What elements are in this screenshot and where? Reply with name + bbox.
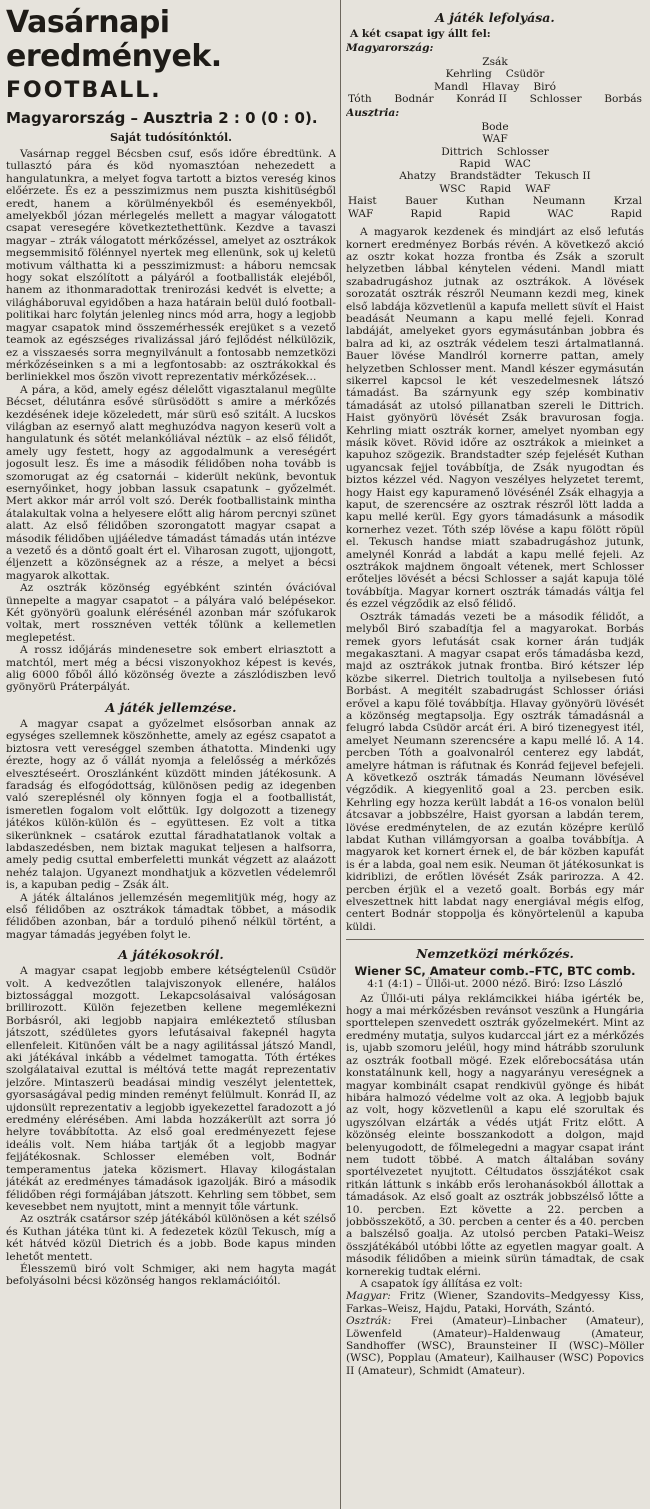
lineup-row — [346, 93, 644, 105]
lineup-entry: Rapid — [610, 207, 642, 220]
lineup-entry: Mandl — [433, 80, 469, 93]
lineup-entry: Krzal — [613, 195, 642, 208]
paragraph: A pára, a köd, amely egész délelőtt vigasztalanul megülte Bécset, délutánra esővé sürüsödött s amire a mérkőzés kezdésének ideje közeledett, már sürü eső szitált. A lucskos világban az esernyő alatt meghuzódva nagyon keserü volt a hangulatunk és sötét melankóliával néztük – az első félidőt, amely ugy festett, hogy az aggodalmunk a vereségért jogosult lesz. És ime a második félidőben noha tovább is szomorugat az ég csatornái – kiderült nekünk, bevontuk esernyőinket, hogy jobban lassuk csapatunk – győzelmét. Mert akkor már arról volt szó. Derék footballistaink mintha átalakultak volna a helyesere előtt alig három percnyi szünet alatt. Az első félidőben szorongatott magyar csapat a második félidőben ujjáéledve támadást támadás után intézve a vezető és a döntő goalt ért el. Viharosan zugott, ujjongott, éljenzett a közönségnek az a része, a melyet a bécsi magyarok alkottak. — [6, 383, 336, 582]
lineup-entry: Bodnár — [394, 93, 434, 106]
left-column — [6, 4, 336, 1504]
team-austria — [346, 1315, 644, 1377]
players-article — [6, 965, 336, 1288]
team-austria-text: Frei (Amateur)–Linbacher (Amateur), Löwenfeld (Amateur)–Haldenwaug (Amateur, Sandhoffer (WSC), Braunsteiner II (WSC)–Möller (WSC), Popplau (Amateur), Kailhauser (WSC) Popovics II (Amateur), Schmidt (Amateur). — [346, 1315, 644, 1377]
lineup-row — [346, 146, 644, 158]
lineup-entry: Konrád II — [456, 93, 507, 106]
lineup-entry: Neumann — [532, 195, 586, 208]
intl-article — [346, 993, 644, 1378]
paragraph: Osztrák támadás vezeti be a második félidőt, a melyből Biró szabadítja fel a magyarokat. Borbás remek gyors lefutását csak korner árán tudják megakasztani. A magyar csapat erős támadásba kezd, majd az osztrákok jutnak frontba. Biró kétszer lép közbe sikerrel. Dietrich toultolja a nyilsebesen futó Borbást. A megitélt szabadrugást Schlosser óriási erővel a kapu fölé továbbítja. Hlavay gyönyörü lövését a közönség megtapsolja. Egy osztrák támadásnál a felugró labda Csüdör arcát éri. A biró tizenegyest itél, amelyet Neumann szerencsére a kapu mellé lő. A 14. percben Tóth a goalvonalról centerez egy labdát, amelyre hátman is ráfutnak és Konrád fejjevel befejeli. A következő osztrák támadás Neumann lövésével végződik. A kiegyenlitő goal a 23. percben esik. Kehrling egy hozza került labdát a 16-os vonalon belül átcsavar a jobbszélre, Haist gyorsan a labdán terem, lövése eredménytelen, de az ezután középre kerülő labdat Kuthan villámgyorsan a goalba továbbítja. A magyarok ket kornert érnek el, de bár közben kapufát is ér a labda, goal nem esik. Neuman öt játékosunkat is kidriblizi, de erőtlen lövését Zsák parirozza. A 42. percben érjük el a vezető goalt. Borbás egy már elveszettnek hitt labdat nagy energiával mégis elfog, centert Bodnár stoppolja és könyörtelenül a kapuba küldi. — [346, 610, 644, 933]
lineup-row — [346, 158, 644, 170]
team-hungary-text: Fritz (Wiener, Szandovits–Medgyessy Kiss, Farkas–Weisz, Hajdu, Pataki, Horváth, Szántó. — [346, 1290, 644, 1315]
lineup-entry: Brandstädter — [449, 170, 522, 183]
byline: Saját tudósítónktól. — [109, 131, 233, 144]
lineup-entry: WAC — [547, 207, 574, 220]
subheading-players: A játékosokról. — [118, 947, 224, 963]
lineup-entry: Ahatzy — [399, 170, 436, 183]
paragraph: Az Üllői-uti pálya reklámcikkei hiába igérték be, hogy a mai mérkőzésben revánsot veszünk a Hungária sporttelepen szenvedett osztrák győzelmekért. Mint az eredmény mutatja, sulyos kudarccal járt ez a mérkőzés is, ujabb szomoru jeléül, hogy mind hátrább szorulunk az osztrák football mögé. Ezek előrebocsátása után konstatálnunk kell, hogy a nagyarányu vereségnek a magyar kombinált csapat rendkivül gyönge és hibát hibára halmozó védelme volt az oka. A legjobb bajuk az volt, hogy közvetlenül a kapu elé szorultak és ugyszólvan elzárták a védés utját Fritz előtt. A közönség eleinte bosszankodott a dolgon, majd belenyugodott, de főlmelegedni a magyar csapat iránt nem tudott többé. A match általában sovány sportélvezetet nyujtott. Céltudatos összjátékot csak ritkán láttunk s inkább erős lerohanásokból állottak a támadások. Az első goalt az osztrák jobbszélső lőtte a 10. percben. Ezt követte a 22. percben a jobbösszekötő, a 30. percben a center és a 40. percben a balszélső goalja. Az utolsó percben Pataki–Weisz összjátékából utóbbi lőtte az egyetlen magyar goalt. A második félidőben a mieink sürün támadtak, de csak kornerekig tudtak elérni. — [346, 992, 644, 1278]
lineup-entry: Rapid — [459, 158, 491, 171]
paragraph: Vasárnap reggel Bécsben csuf, esős időre ébredtünk. A tullasztó pára és köd nyomasztóan nehezedett a hangulatunkra, a melyet fogva tartott a biztos vereség kinos előérzete. És ez a pesszimizmus nem puszta kishitüségből eredt, hanem a körülményekből és eseményekből, amelyekből józan mérlegelés mellett a magyar válogatott csapat veresegére következtethettünk. Kezdve a tavaszi magyar – ztrák válogatott mérkőzéssel, amelyet az osztrákok megsemmisitő fölénnyel nyertek meg ellenünk, sok uj keletü motivum válthatta ki a pesszimizmust: a háboru nemcsak hogy sokat elszólított a pályáról a footballisták elejéből, hanem az ithonmaradottak trenirozási kedvét is elvette; a világháboruval egyidőben a haza határain belül duló football-politikai harc folytán jelenleg nincs mód arra, hogy a legjobb magyar csapatok mind összemérhessék erejüket s a vezető teamok az egészséges rivalizással járó fejlődést nélkülözik, ez a visszaesés sorra megnyilvánult a fontosabb nemzetközi mérkőzéseinken s a mi a legfontosabb: az osztrákokkal és berliniekkel mos őszön vivott reprezentativ mérkőzések… — [6, 148, 336, 384]
lineup-entry: Hlavay — [482, 80, 520, 93]
lineup-row — [346, 208, 644, 220]
lineup-row — [346, 170, 644, 182]
subheading-international: Nemzetközi mérkőzés. — [416, 946, 574, 962]
section-divider — [346, 939, 644, 940]
paragraph: A játék általános jellemzésén megemlitjük még, hogy az első félidőben az osztrákok támadtak többet, a második félidőben azonban, bár a torduló pihenő nélkül történt, a magyar támadás jegyében folyt le. — [6, 891, 336, 941]
game-character-article — [6, 718, 336, 941]
hungary-lineup — [346, 56, 644, 106]
sport-heading: FOOTBALL. — [6, 78, 162, 103]
hungary-label: Magyarország: — [346, 42, 434, 55]
lineup-entry: WAF — [482, 133, 508, 146]
paragraph: A magyarok kezdenek és mindjárt az első lefutás kornert eredményez Borbás révén. A következő akció az osztr kokat hozza frontba és Zsák a szorult helyzetben lábbal kénytelen védeni. Mandl miatt szabadrugáshoz jutnak az osztrákok. A lövések sorozatát osztrák részről Neumann kezdi meg, kinek első labdája közvetlenül a kapufa mellett süvít el Haist beadását Neumann a kapu mellé fejeli. Konrad labdáját, amelyeket gyors egymásutánban jobbra és balra ad ki, az osztrák védelem teszi ártalmatlanná. Bauer lövése Mandlról kornerre pattan, amely helyzetben Schlosser ment. Mandl készer egymásután sikerrel kapcsol le két veszedelmesnek látszó támadást. Ba szárnyunk egy szép kombinativ támadását az utolsó pillanatban szereli le Dittrich. Haist gyönyörü lövését Zsák bravurosan fogja. Kehrling miatt osztrák korner, amelyet nyomban egy másik követ. Rövid időre az osztrákok a mieinket a kapuhoz szögezik. Brandstadter szép fejelését Kuthan ugyancsak fejjel továbbítja, de Zsák nyugodtan és biztos kézzel véd. Nagyon veszélyes helyzetet teremt, hogy Haist egy kapuramenő lövésénél Zsák elhagyja a kaput, de szerencsére az osztrak részről lött ladda a kapu mellé kerül. Egy gyors támadásunk a második kornerhez vezet. Tóth szép lövése a kapu fölött röpül el. Tekusch handse miatt szabadrugáshoz jutunk, amelynél Konrád a labdát a kapu mellé fejeli. Az osztrákok majdnem öngoalt vétenek, mert Schlosser erőteljes lövését a bécsi Schlosser a saját kapuja tölé továbbítja. Magyar kornert osztrák támadás váltja fel és ezzel végződik az első félidő. — [346, 226, 644, 611]
austria-label: Ausztria: — [346, 107, 400, 120]
lineup-row — [346, 195, 644, 207]
lineup-entry: Rapid — [410, 207, 442, 220]
lineup-entry: WSC — [439, 182, 466, 195]
lineup-entry: WAF — [348, 207, 374, 220]
paragraph: A magyar csapat legjobb embere kétségtelenül Csüdör volt. A kedvezőtlen talajviszonyok ellenére, halálos biztossággal mozgott. Lekapcsolásaival valóságosan brillirozott. Külön fejezetben kellene megemlékezni Borbásról, aki legjobb napjaira emlékeztető stílusban játszott, szédületes gyors lefutásaival fakepnél hagyta ellenfeleit. Kitünően vált be a nagy agilitással játszó Mandl, aki játékával inkább a védelmet tamogatta. Tóth értékes szolgálataival ezuttal is méltóvá tette magát reprezentativ jelzőre. Mintaszerü beadásai mindig veszélyt jelentettek, gyorsaságával pedig minden reményt felülmult. Konrád II, az ujdonsült reprezentativ a legjobb igyekezettel faradozott a jó eredmény elérésében. Ami labda hozzákerült azt sorra jó helyre továbbította. Az első goal eredményezett fejese ideális volt. Nem hiába tartják őt a legjobb magyar fejjátékosnak. Schlosser elemében volt, Bodnár temperamentus jateka közismert. Hlavay kilogástalan játékát az eredményes támadások igazolják. Biró a második félidőben régi formájában játszott. Kehrling sem többet, sem kevesebbet nem nyujtott, mint a mennyit tőle vártunk. — [6, 965, 336, 1213]
team-austria-label: Osztrák: — [346, 1315, 392, 1328]
lineup-entry: Schlosser — [529, 93, 582, 106]
lineup-row — [346, 81, 644, 93]
lineups — [346, 28, 644, 220]
lineup-row — [346, 68, 644, 80]
paragraph: Az osztrák csatársor szép játékából különösen a két szélső és Kuthan játéka tünt ki. A fedezetek közül Tekusch, míg a két hátvéd közül Dietrich és a jobb. Bode kapus minden lehetőt mentett. — [6, 1213, 336, 1263]
game-course-article — [346, 226, 644, 933]
lineup-entry: Bauer — [405, 195, 438, 208]
subheading-game-course: A játék lefolyása. — [435, 10, 555, 25]
team-hungary-label: Magyar: — [346, 1290, 391, 1303]
lineup-entry: Zsák — [482, 55, 508, 68]
lineup-entry: Kuthan — [465, 195, 505, 208]
austria-lineup — [346, 121, 644, 220]
lineup-row — [346, 183, 644, 195]
paragraph: Élesszemü biró volt Schmiger, aki nem hagyta magát befolyásolni bécsi közönség hangos reklamációitól. — [6, 1262, 336, 1288]
lineup-entry: Rapid — [478, 207, 511, 220]
lineup-row — [346, 133, 644, 145]
lineup-entry: Bode — [481, 120, 509, 133]
paragraph: A magyar csapat a győzelmet elsősorban annak az egységes szellemnek köszönhette, amely az egész csapatot a biztosra vett vereséggel szemben áthatotta. Mindenki ugy érezte, hogy az ő vállát nyomja a felelősség a mérkőzés elvesztéseért. Oroszlánként küzdött minden játékosunk. A faradság és elfogódottság, különösen pedig az idegenben való szereplésnél oly könnyen fogja el a footballistát, ismeretlen fogalom volt előttük. Igy dolgozott a tizenegy játékos külön-külön és – együttesen. Ez volt a titka sikerünknek – csatárok ezuttal fáradhatatlanok voltak a labdaszedésben, nem biztak magukat teljesen a halfsorra, amely pedig csuttal emberfeletti munkát végzett az alaázott nehéz talajon. Ugyanezt mondhatjuk a közvetlen védelemről is, a kapuban pedig – Zsák ált. — [6, 717, 336, 892]
subheading-game-character: A játék jellemzése. — [105, 699, 237, 715]
lineup-entry: Schlosser — [496, 145, 549, 158]
team-hungary — [346, 1290, 644, 1315]
lineup-intro: A két csapat igy állt fel: — [350, 28, 491, 40]
lineup-row — [346, 121, 644, 133]
column-rule — [340, 0, 341, 1509]
paragraph: Az osztrák közönség egyébként szintén óvációval ünnepelte a magyar csapatot – a pályára való belépésekor. Két gyönyörü goalunk elérésénél azonban már szófukarok voltak, mert rossznéven vették tőlünk a kellemetlen meglepetést. — [6, 582, 336, 644]
section-masthead: Vasárnapi eredmények. — [6, 5, 222, 74]
intl-match-info: 4:1 (4:1) – Üllői-ut. 2000 néző. Biró: Izso László — [367, 978, 623, 991]
lineup-entry: WAC — [504, 158, 531, 171]
lineup-entry: Csüdör — [505, 68, 545, 81]
lineup-row — [346, 56, 644, 68]
lineup-entry: WAF — [525, 182, 551, 195]
right-column — [346, 4, 644, 1504]
lineup-entry: Rapid — [479, 182, 512, 195]
intro-article — [6, 148, 336, 694]
match-title: Magyarország – Ausztria 2 : 0 (0 : 0). — [6, 109, 318, 127]
lineup-entry: Tóth — [348, 93, 372, 106]
lineup-entry: Biró — [533, 80, 556, 93]
teams-intro: A csapatok így állítása ez volt: — [360, 1278, 523, 1290]
lineup-entry: Tekusch II — [535, 170, 591, 183]
lineup-entry: Dittrich — [441, 145, 483, 158]
lineup-entry: Kehrling — [445, 68, 492, 81]
paragraph: A rossz időjárás mindenesetre sok embert elriasztott a matchtól, mert még a bécsi viszonyokhoz képest is kevés, alig 6000 főből álló közönség övezte a zászlódiszben levő gyönyörü Práterpályát. — [6, 644, 336, 694]
lineup-entry: Borbás — [604, 93, 642, 106]
lineup-entry: Haist — [348, 195, 377, 208]
intl-match-title: Wiener SC, Amateur comb.–FTC, BTC comb. — [354, 964, 636, 979]
